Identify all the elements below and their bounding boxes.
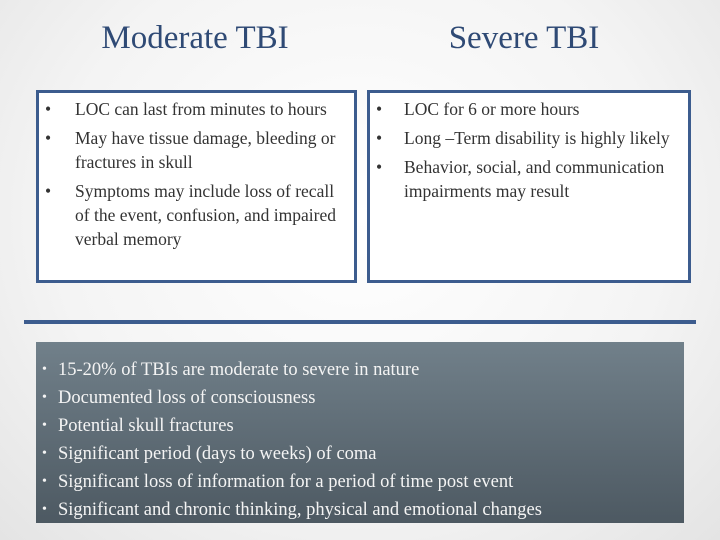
divider: [24, 320, 696, 324]
list-item: • Significant and chronic thinking, physical and emotional changes: [36, 496, 684, 524]
bullet: •: [45, 181, 52, 201]
list-item: • Documented loss of consciousness: [36, 384, 684, 412]
list-item: • Potential skull fractures: [36, 412, 684, 440]
bullet: •: [42, 502, 47, 517]
bullet: •: [42, 446, 47, 461]
list-item: • Significant loss of information for a period of time post event: [36, 468, 684, 496]
bullet: •: [42, 474, 47, 489]
list-item: • Significant period (days to weeks) of coma: [36, 440, 684, 468]
bullet: •: [42, 390, 47, 405]
summary-panel: [36, 342, 684, 523]
bullet: •: [376, 157, 383, 177]
bullet: •: [45, 99, 52, 119]
severe-title: Severe TBI: [448, 20, 600, 56]
bullet: •: [376, 128, 383, 148]
severe-box: [367, 90, 691, 283]
list-item: • 15-20% of TBIs are moderate to severe in nature: [36, 356, 684, 384]
moderate-box: [36, 90, 357, 283]
list-item: • LOC for 6 or more hours: [376, 99, 580, 119]
bullet: •: [376, 99, 383, 119]
list-item: • May have tissue damage, bleeding or fractures in skull: [45, 128, 336, 172]
list-item: • Behavior, social, and communication impairments may result: [376, 157, 665, 201]
moderate-title: Moderate TBI: [101, 20, 289, 56]
list-item: • Long –Term disability is highly likely: [376, 128, 670, 148]
bullet: •: [42, 418, 47, 433]
bullet: •: [42, 362, 47, 377]
list-item: • Symptoms may include loss of recall of the event, confusion, and impaired verbal memory: [45, 181, 336, 249]
list-item: • LOC can last from minutes to hours: [45, 99, 327, 119]
bullet: •: [45, 128, 52, 148]
